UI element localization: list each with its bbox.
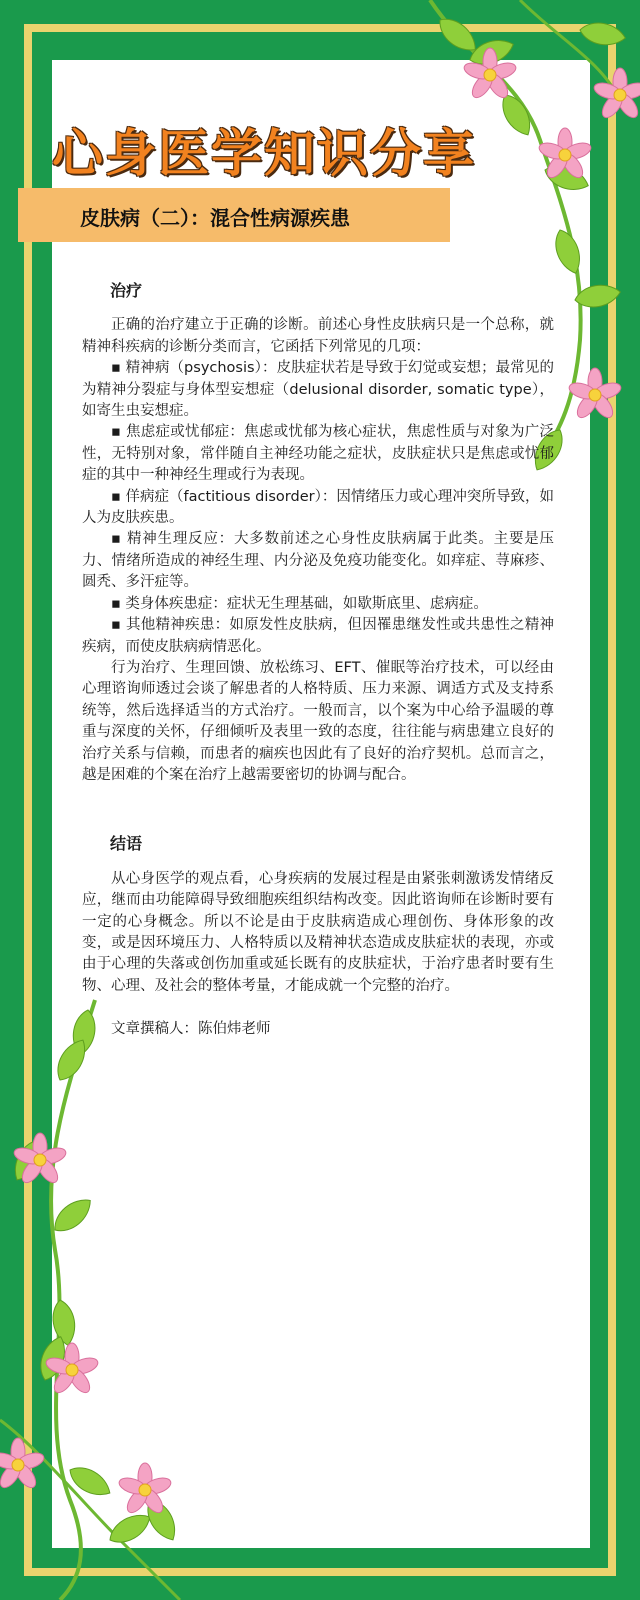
page-title: 心身医学知识分享 [52,125,477,184]
leaf-icon [550,226,585,276]
author-byline: 文章撰稿人：陈伯炜老师 [111,1021,271,1038]
treatment-item-somatoform: ▪ 类身体疾患症：症状无生理基础，如歇斯底里、虑病症。 [111,595,488,612]
treatment-item-psychophysiological: ▪ 精神生理反应：大多数前述之心身性皮肤病属于此类。主要是压力、情绪所造成的神经生理、内分泌及免疫功能变化。如痒症、荨麻疹、圆秃、多汗症等。 [82,531,554,591]
leaf-icon [65,1461,115,1502]
treatment-paragraph: 正确的治疗建立于正确的诊断。前述心身性皮肤病只是一个总称，就精神科疾病的诊断分类而言，它函括下列常见的几项： [82,317,554,355]
leaf-icon [48,1192,97,1238]
treatment-methods-paragraph: 行为治疗、生理回馈、放松练习、EFT、催眠等治疗技术，可以经由心理谘询师透过会谈了解患者的人格特质、压力来源、调适方式及支持系统等，然后选择适当的方式治疗。一般而言，以个案为中心给予温暖的尊重与深度的关怀，仔细倾听及表里一致的态度，往往能与病患建立良好的治疗关系与信赖，而患者的痼疾也因此有了良好的治疗契机。总而言之，越是困难的个案在治疗上越需要密切的协调与配合。 [82,659,554,783]
treatment-item-psychosis: ▪ 精神病（psychosis）：皮肤症状若是导致于幻觉或妄想；最常见的为精神分裂症与身体型妄想症（delusional disorder, somatic type），如寄生虫妄想症。 [82,360,554,420]
treatment-item-anxiety: ▪ 焦虑症或忧郁症：焦虑或忧郁为核心症状，焦虑性质与对象为广泛性，无特别对象，常伴随自主神经功能之症状，皮肤症状只是焦虑或忧郁症的其中一种神经生理或行为表现。 [82,424,554,484]
conclusion-paragraph: 从心身医学的观点看，心身疾病的发展过程是由紧张刺激诱发情绪反应，继而由功能障碍导致细胞疾组织结构改变。因此谘询师在诊断时要有一定的心身概念。所以不论是由于皮肤病造成心理创伤、身体形象的改变，或是因环境压力、人格特质以及精神状态造成皮肤症状的表现，亦或由于心理的失落或创伤加重或延长既有的皮肤症状，于治疗患者时要有生物、心理、及社会的整体考量，才能成就一个完整的治疗。 [82,870,554,994]
treatment-item-other: ▪ 其他精神疾患：如原发性皮肤病，但因罹患继发性或共患性之精神疾病，而使皮肤病病情恶化。 [82,617,554,655]
treatment-item-factitious: ▪ 佯病症（factitious disorder）：因情绪压力或心理冲突所导致，如人为皮肤疾患。 [82,488,554,527]
subtitle: 皮肤病（二）：混合性病源疾患 [80,206,350,230]
flower-icon [0,1438,46,1491]
leaf-icon [578,20,627,49]
conclusion-heading: 结语 [110,834,143,854]
flower-icon [592,68,640,121]
treatment-heading: 治疗 [110,281,143,300]
article-body [82,280,554,1041]
flower-icon [462,48,518,101]
leaf-icon [105,1508,155,1549]
